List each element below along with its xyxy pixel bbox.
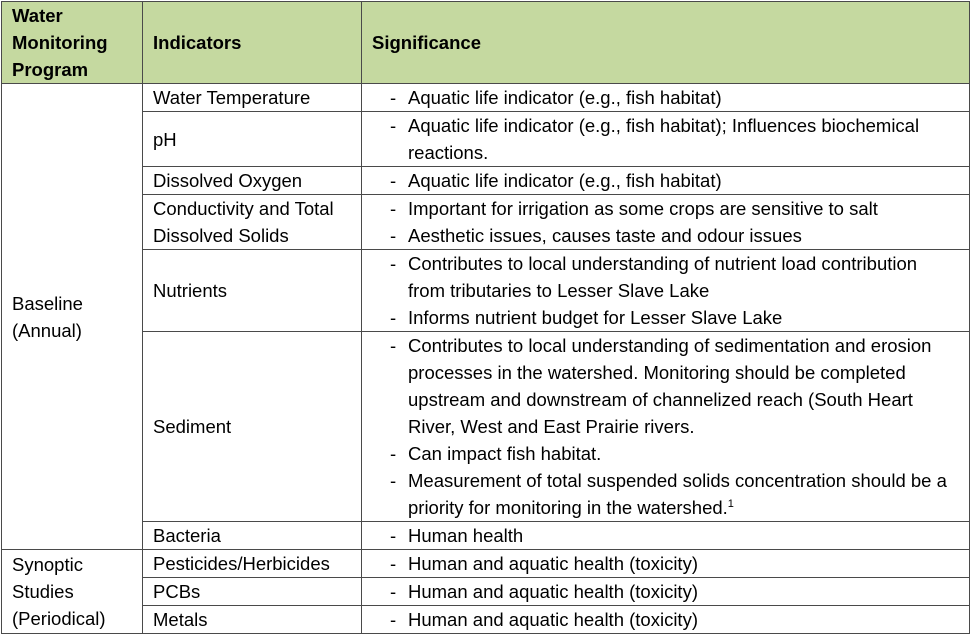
significance-item: - Human and aquatic health (toxicity) xyxy=(390,578,959,605)
table-row xyxy=(2,332,970,522)
significance-cell xyxy=(362,522,970,550)
table-row xyxy=(2,606,970,634)
indicator-cell: Metals xyxy=(143,606,362,634)
indicator-cell: Dissolved Oxygen xyxy=(143,167,362,195)
significance-item: - Aquatic life indicator (e.g., fish habitat) xyxy=(390,167,959,194)
indicator-cell: Water Temperature xyxy=(143,84,362,112)
table-row xyxy=(2,522,970,550)
significance-cell xyxy=(362,550,970,578)
significance-item: - Human health xyxy=(390,522,959,549)
significance-cell xyxy=(362,606,970,634)
significance-cell xyxy=(362,112,970,167)
table-row xyxy=(2,578,970,606)
header-significance: Significance xyxy=(362,2,970,84)
indicator-cell: Nutrients xyxy=(143,250,362,332)
indicator-cell: Bacteria xyxy=(143,522,362,550)
indicator-cell: Conductivity and Total Dissolved Solids xyxy=(143,195,362,250)
table-row xyxy=(2,84,970,112)
significance-text: Measurement of total suspended solids concentration should be a priority for monitoring in the watershed. xyxy=(408,470,947,518)
significance-item: - Human and aquatic health (toxicity) xyxy=(390,550,959,577)
header-program: Water Monitoring Program xyxy=(2,2,143,84)
water-monitoring-table xyxy=(1,1,970,634)
significance-cell xyxy=(362,195,970,250)
significance-item: - Informs nutrient budget for Lesser Slave Lake xyxy=(390,304,959,331)
significance-item: - Contributes to local understanding of nutrient load contribution from tributaries to Lesser Slave Lake xyxy=(390,250,959,304)
significance-item: - Aquatic life indicator (e.g., fish habitat); Influences biochemical reactions. xyxy=(390,112,959,166)
significance-cell xyxy=(362,167,970,195)
significance-item: - Aesthetic issues, causes taste and odour issues xyxy=(390,222,959,249)
significance-item: - Aquatic life indicator (e.g., fish habitat) xyxy=(390,84,959,111)
significance-cell xyxy=(362,332,970,522)
table-row xyxy=(2,250,970,332)
program-synoptic: Synoptic Studies (Periodical) xyxy=(2,550,143,634)
significance-item: - Human and aquatic health (toxicity) xyxy=(390,606,959,633)
significance-item xyxy=(390,467,959,521)
indicator-cell: PCBs xyxy=(143,578,362,606)
indicator-cell: pH xyxy=(143,112,362,167)
table-row xyxy=(2,167,970,195)
header-row xyxy=(2,2,970,84)
significance-cell xyxy=(362,578,970,606)
significance-item: - Important for irrigation as some crops are sensitive to salt xyxy=(390,195,959,222)
significance-item: - Contributes to local understanding of sedimentation and erosion processes in the watershed. Monitoring should be completed upstream and downstream of channelized reach (South Heart River, West and East Prairie rivers. xyxy=(390,332,959,440)
significance-cell xyxy=(362,250,970,332)
footnote-marker: 1 xyxy=(727,497,734,510)
table-row xyxy=(2,195,970,250)
significance-cell xyxy=(362,84,970,112)
table-row xyxy=(2,550,970,578)
significance-item: - Can impact fish habitat. xyxy=(390,440,959,467)
program-baseline: Baseline (Annual) xyxy=(2,84,143,550)
indicator-cell: Pesticides/Herbicides xyxy=(143,550,362,578)
header-indicators: Indicators xyxy=(143,2,362,84)
table-row xyxy=(2,112,970,167)
indicator-cell: Sediment xyxy=(143,332,362,522)
